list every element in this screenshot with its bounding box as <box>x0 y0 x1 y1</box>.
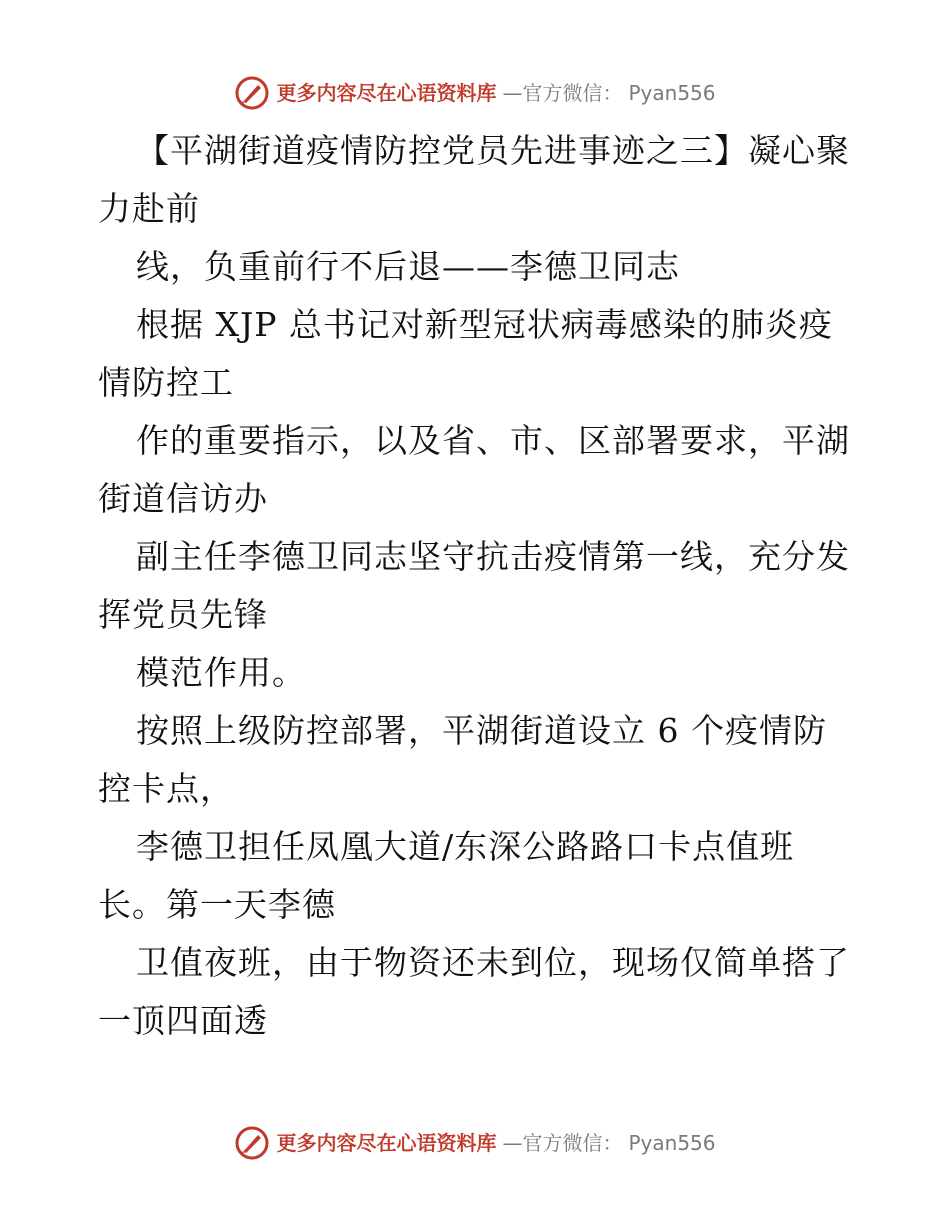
paragraph-line: 线，负重前行不后退——李德卫同志 <box>136 247 680 286</box>
paragraph-line: 李德卫担任凤凰大道/东深公路路口卡点值班 <box>136 827 795 866</box>
paragraph-line: 街道信访办 <box>98 479 268 518</box>
paragraph-line: 【平湖街道疫情防控党员先进事迹之三】凝心聚 <box>136 131 850 170</box>
paragraph-line: 按照上级防控部署，平湖街道设立 6 个疫情防 <box>136 711 827 750</box>
feather-pen-circle-icon <box>234 75 270 111</box>
paragraph-line: 一顶四面透 <box>98 1001 268 1040</box>
paragraph-line: 卫值夜班，由于物资还未到位，现场仅简单搭了 <box>136 943 850 982</box>
watermark-gray-text: —官方微信： <box>502 1131 623 1155</box>
paragraph-line: 情防控工 <box>98 363 234 402</box>
paragraph-line: 模范作用。 <box>136 653 306 692</box>
watermark-wechat-id: Pyan556 <box>628 81 716 105</box>
watermark-red-text: 更多内容尽在心语资料库 <box>276 1131 497 1155</box>
watermark-red-text: 更多内容尽在心语资料库 <box>276 81 497 105</box>
watermark-gray-text: —官方微信： <box>502 81 623 105</box>
paragraph-line: 挥党员先锋 <box>98 595 268 634</box>
paragraph-line: 控卡点， <box>98 769 234 808</box>
paragraph-line: 根据 XJP 总书记对新型冠状病毒感染的肺炎疫 <box>136 305 833 344</box>
header-watermark <box>0 75 950 111</box>
feather-pen-circle-icon <box>234 1125 270 1161</box>
watermark-wechat-id: Pyan556 <box>628 1131 716 1155</box>
paragraph-line: 长。第一天李德 <box>98 885 336 924</box>
paragraph-line: 作的重要指示，以及省、市、区部署要求，平湖 <box>136 421 850 460</box>
footer-watermark <box>0 1125 950 1161</box>
document-body <box>98 122 858 1050</box>
paragraph-line: 副主任李德卫同志坚守抗击疫情第一线，充分发 <box>136 537 850 576</box>
paragraph-line: 力赴前 <box>98 189 200 228</box>
